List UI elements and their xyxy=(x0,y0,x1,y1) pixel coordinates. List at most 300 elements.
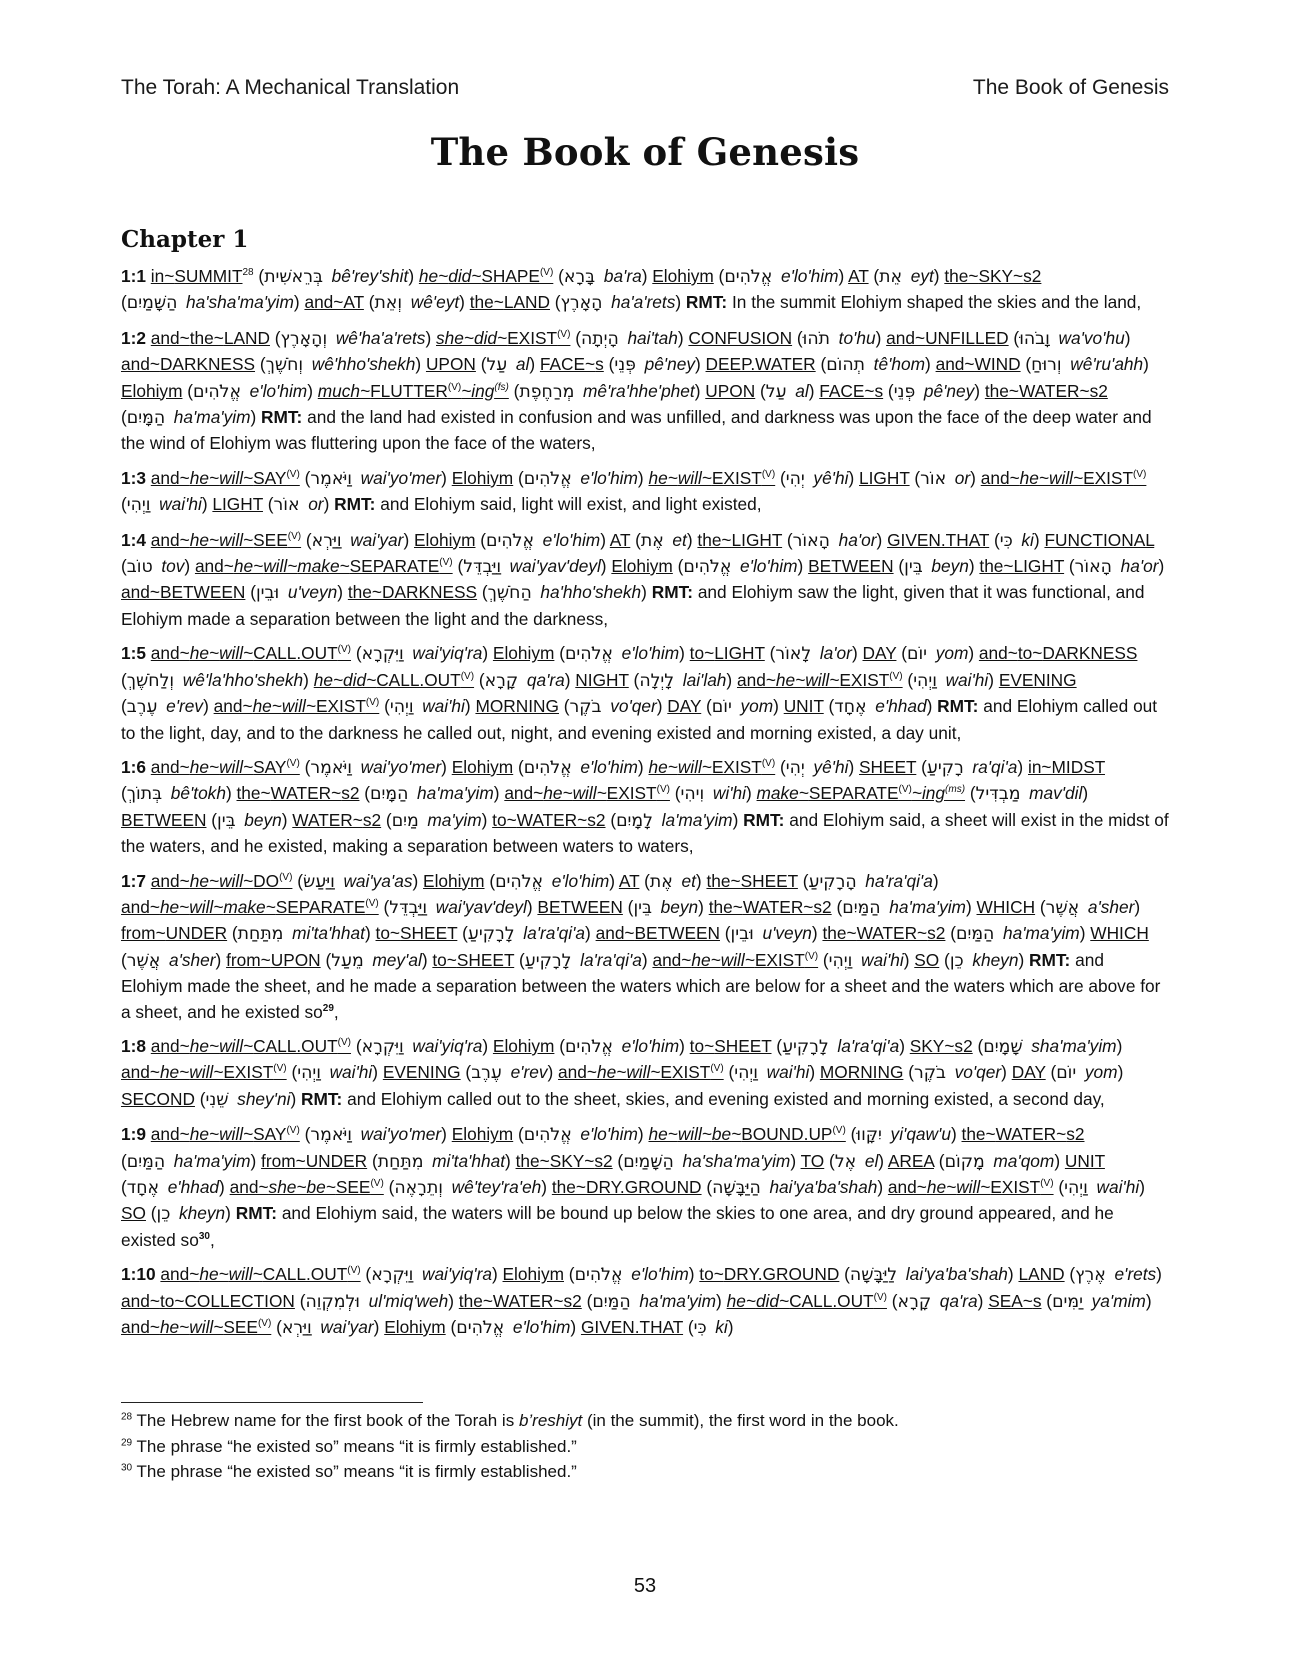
word-segment: DARKNESS xyxy=(381,582,478,603)
word-segment: he~ xyxy=(691,949,721,970)
word-segment: Elohiym xyxy=(451,756,514,777)
hebrew-word: יַמִּים xyxy=(1052,1291,1083,1312)
word-segment: BETWEEN xyxy=(121,809,207,830)
word-segment: will~ xyxy=(720,949,755,970)
english-word xyxy=(452,1124,513,1144)
word-segment: and~ xyxy=(652,949,692,970)
hebrew-word: יוֹם xyxy=(1056,1063,1077,1084)
word-segment: s xyxy=(1032,1290,1042,1311)
hebrew-word: וְתֵרָאֶה xyxy=(394,1178,444,1198)
transliteration: wai'ya'as xyxy=(343,870,413,891)
transliteration: eyt xyxy=(910,266,934,286)
word-segment: he~ xyxy=(418,266,449,286)
word-segment: Elohiym xyxy=(492,1035,555,1056)
word-segment: LIGHT xyxy=(714,643,765,664)
rmt-label: RMT: xyxy=(1029,949,1071,970)
word-segment: Elohiym xyxy=(423,870,485,891)
transliteration: ki xyxy=(715,1317,728,1338)
word-segment: and~ xyxy=(229,1177,269,1197)
transliteration: ya'mim xyxy=(1091,1290,1146,1311)
word-segment: will~ xyxy=(263,556,298,577)
hebrew-word: תְהוֹם xyxy=(826,355,866,376)
hebrew-word: וָבֹהוּ xyxy=(1019,328,1050,349)
word-segment: s2 xyxy=(1023,266,1042,286)
hebrew-word: עַל xyxy=(765,381,787,402)
rmt-label: RMT: xyxy=(261,407,303,428)
word-segment: and~ xyxy=(150,756,190,777)
word-segment: SAY xyxy=(253,1124,287,1145)
word-segment: from~ xyxy=(121,923,166,944)
word-segment: SO xyxy=(914,949,940,970)
english-word xyxy=(414,530,475,550)
transliteration: e'lo'him xyxy=(740,556,798,577)
hebrew-word: וַיַּעַשׂ xyxy=(302,871,335,892)
english-word xyxy=(887,530,989,550)
word-segment: SEE xyxy=(253,529,288,550)
word-segment: COLLECTION xyxy=(184,1290,295,1311)
rmt-label: RMT: xyxy=(235,1203,277,1224)
english-word xyxy=(1090,923,1149,943)
hebrew-word: וְחֹשֶׁךְ xyxy=(265,355,304,376)
word-segment: UNFILLED xyxy=(925,327,1009,348)
hebrew-word: הַמַּיִם xyxy=(592,1291,631,1312)
word-segment: will~ xyxy=(1049,467,1084,488)
transliteration: wê'la'hho'shekh xyxy=(182,669,304,690)
english-word xyxy=(979,643,1138,663)
hebrew-word: קָרָא xyxy=(484,670,519,691)
hebrew-word: מְרַחֶפֶת xyxy=(519,381,575,402)
transliteration: or xyxy=(308,494,324,515)
transliteration: vo'qer xyxy=(610,696,657,717)
chapter-heading: Chapter 1 xyxy=(121,226,249,253)
word-segment: in~ xyxy=(1027,756,1052,777)
verb-marker: (V) xyxy=(439,557,453,569)
word-segment: UPON xyxy=(705,380,756,401)
transliteration: el xyxy=(864,1150,879,1171)
word-segment: WATER~ xyxy=(742,896,814,917)
word-segment: SO xyxy=(121,1203,146,1224)
rmt-label: RMT: xyxy=(334,494,376,515)
word-segment: s xyxy=(874,380,884,401)
transliteration: e'lo'him xyxy=(621,1035,680,1056)
word-segment: did~ xyxy=(473,327,508,348)
word-segment: and~ xyxy=(935,354,975,375)
english-word xyxy=(886,328,1008,348)
word-segment: Elohiym xyxy=(652,266,714,286)
hebrew-word: תֹהוּ xyxy=(802,328,830,349)
transliteration: wê'ha'a'rets xyxy=(335,327,426,348)
verb-marker: (V) xyxy=(273,1063,287,1075)
word-segment: and~ xyxy=(736,669,776,690)
word-segment: will~ xyxy=(219,870,254,891)
transliteration: wai'yav'deyl xyxy=(509,556,601,577)
hebrew-word: וַיְהִי xyxy=(389,697,414,718)
word-segment: and~ xyxy=(886,327,926,348)
english-word xyxy=(383,1062,461,1082)
word-segment: SAY xyxy=(253,467,287,488)
english-word xyxy=(151,757,300,777)
transliteration: yom xyxy=(935,643,969,664)
rmt-label: RMT: xyxy=(651,582,693,603)
hebrew-word: אֶרֶץ xyxy=(1075,1265,1106,1286)
english-word xyxy=(820,1062,904,1082)
verse-ref: 1:8 xyxy=(121,1035,146,1056)
transliteration: wai'hi xyxy=(861,949,904,970)
hebrew-word: אֱלֹהִים xyxy=(523,757,572,778)
word-segment: the~ xyxy=(984,380,1019,401)
word-segment: to~ xyxy=(689,1035,715,1056)
english-word xyxy=(888,1177,1054,1197)
word-segment: WATER~ xyxy=(270,783,342,804)
hebrew-word: אֶחָד xyxy=(834,697,867,718)
transliteration: ra'qi'a xyxy=(972,756,1018,777)
word-segment: SHEET xyxy=(714,1035,772,1056)
english-word xyxy=(910,1036,973,1056)
verb-marker: (V) xyxy=(347,1265,361,1277)
word-segment: SHEET xyxy=(400,923,458,944)
word-segment: WIND xyxy=(974,354,1021,375)
running-header xyxy=(121,76,1169,100)
word-segment: FACE~ xyxy=(819,380,875,401)
transliteration: e'hhad xyxy=(875,696,927,717)
english-word xyxy=(304,292,363,312)
english-word xyxy=(121,923,227,943)
english-word xyxy=(859,468,910,488)
transliteration: e'lo'him xyxy=(249,380,308,401)
transliteration: ma'qom xyxy=(993,1150,1055,1171)
word-segment: CALL.OUT xyxy=(253,643,338,664)
word-segment: and~ xyxy=(150,870,190,891)
word-segment: LAND xyxy=(223,327,270,348)
word-segment: to~ xyxy=(699,1264,724,1285)
header-right: The Book of Genesis xyxy=(972,76,1169,99)
transliteration: tê'hom xyxy=(873,354,926,375)
transliteration: lai'lah xyxy=(682,669,727,690)
english-word xyxy=(988,1291,1041,1311)
verse: 1:6 $and\sim he\sim will\sim SAY^{(V)}$ (וַיֹּאמֶר wai'yo'mer) Elohiym (אֱלֹהִים e'lo'him) $he\sim will\sim EXIST^{(V)}$ (יְהִי yê'hi) SHEET (רָקִיעַ ra'qi'a) in~MIDST (בְּתוֹךְ bê'tokh) the~WATER~s2 (הַמָּיִם ha'ma'yim) $and\sim he\sim will\sim EXIST^{(V)}$ (וִיהִי wi'hi) $make\sim SEPARATE^{(V)}\sim ing^{(ms)}$ (מַבְדִּיל mav'dil) BETWEEN (בֵּין beyn) WATER~s2 (מַיִם ma'yim) to~WATER~s2 (לָמָיִם la'ma'yim) RMT: and Elohiym said, a sheet will exist in the midst of the waters, and he existed, making a separation between waters to waters, xyxy=(121,756,1169,857)
footnote-ref: 28 xyxy=(242,267,254,279)
transliteration: la'or xyxy=(819,643,852,664)
hebrew-word: לָרָקִיעַ xyxy=(467,924,515,945)
verse: 1:7 $and\sim he\sim will\sim DO^{(V)}$ (וַיַּעַשׂ wai'ya'as) Elohiym (אֱלֹהִים e'lo'him) AT (אֶת et) the~SHEET (הָרָקִיעַ ha'ra'qi'a) $and\sim he\sim will\sim make\sim SEPARATE^{(V)}$ (וַיַּבְדֵּל wai'yav'deyl) BETWEEN (בֵּין beyn) the~WATER~s2 (הַמַּיִם ha'ma'yim) WHICH (אֲשֶׁר a'sher) from~UNDER (מִתַּחַת mi'ta'hhat) to~SHEET (לָרָקִיעַ la'ra'qi'a) and~BETWEEN (וּבֵין u'veyn) the~WATER~s2 (הַמַּיִם ha'ma'yim) WHICH (אֲשֶׁר a'sher) from~UPON (מֵעַל mey'al) to~SHEET (לָרָקִיעַ la'ra'qi'a) $and\sim he\sim will\sim EXIST^{(V)}$ (וַיְהִי wai'hi) SO (כֵן kheyn) RMT: and Elohiym made the sheet, and he made a separation between the waters which are below for a sheet and the waters which are above for a sheet, and he existed $so^{29}$, xyxy=(121,870,1161,1022)
english-word xyxy=(1044,530,1154,550)
english-word xyxy=(1065,1151,1105,1171)
transliteration: e'rets xyxy=(1114,1264,1157,1285)
word-segment: will~ xyxy=(219,756,254,777)
english-word xyxy=(648,468,775,488)
transliteration: e'lo'him xyxy=(780,266,839,286)
hebrew-word: עֶרֶב xyxy=(471,1063,502,1084)
word-segment: will~ xyxy=(219,1124,254,1145)
english-word xyxy=(151,328,270,348)
verb-marker: (V) xyxy=(832,1125,846,1137)
footnote xyxy=(121,1459,1169,1485)
hebrew-word: בָּרָא xyxy=(563,267,596,287)
english-word xyxy=(195,556,453,576)
verse: 1:2 and~the~LAND (וְהָאָרֶץ wê'ha'a'rets) $she\sim did\sim EXIST^{(V)}$ (הָיְתָה hai'tah) CONFUSION (תֹהוּ to'hu) and~UNFILLED (וָבֹהוּ wa'vo'hu) and~DARKNESS (וְחֹשֶׁךְ wê'hho'shekh) UPON (עַל al) FACE~s (פְּנֵי pê'ney) DEEP.WATER (תְהוֹם tê'hom) and~WIND (וְרוּחַ wê'ru'ahh) Elohiym (אֱלֹהִים e'lo'him) $much\sim FLUTTER^{(V)}\sim ing^{(fs)}$ (מְרַחֶפֶת mê'ra'hhe'phet) UPON (עַל al) FACE~s (פְּנֵי pê'ney) the~WATER~s2 (הַמָּיִם ha'ma'yim) RMT: and the land had existed in confusion and was unfilled, and darkness was upon the face of the deep water and the wind of Elohiym was fluttering upon the face of the waters, xyxy=(121,327,1152,454)
rmt-label: RMT: xyxy=(301,1088,343,1109)
word-segment: will~ xyxy=(219,529,254,550)
transliteration: et xyxy=(672,529,687,550)
word-segment: EXIST xyxy=(507,327,558,348)
english-word xyxy=(459,1291,582,1311)
word-segment: the~ xyxy=(961,1124,996,1145)
word-segment: to~ xyxy=(432,949,457,970)
hebrew-word: אוֹר xyxy=(920,468,947,489)
word-segment: did~ xyxy=(755,1290,790,1311)
footnote xyxy=(121,1408,1169,1434)
word-segment: SHAPE xyxy=(481,266,540,286)
hebrew-word: וְהָאָרֶץ xyxy=(280,328,328,349)
transliteration: yom xyxy=(1084,1062,1118,1083)
english-word xyxy=(859,757,916,777)
english-word xyxy=(999,670,1077,690)
transliteration: to'hu xyxy=(838,327,876,348)
hebrew-word: בֵּין xyxy=(633,897,653,918)
hebrew-word: אֶת xyxy=(649,871,673,892)
transliteration: e'rev xyxy=(166,696,204,717)
english-word xyxy=(423,871,484,891)
hebrew-word: הַמַּיִם xyxy=(955,924,995,945)
verb-marker: (V) xyxy=(1133,469,1147,481)
english-word xyxy=(121,810,206,830)
transliteration: al xyxy=(795,380,809,401)
hebrew-word: אֱלֹהִים xyxy=(564,1036,613,1057)
english-word xyxy=(667,696,701,716)
transliteration: wai'yiq'ra xyxy=(412,643,483,664)
word-segment: CALL.OUT xyxy=(789,1290,874,1311)
word-segment: FLUTTER xyxy=(370,380,448,401)
english-word xyxy=(1028,757,1105,777)
hebrew-word: אֱלֹהִים xyxy=(456,1318,505,1339)
word-segment: WATER~ xyxy=(856,923,928,944)
word-segment: and~ xyxy=(150,643,190,664)
word-segment: will~ xyxy=(219,1035,254,1056)
transliteration: wê'eyt xyxy=(410,292,460,313)
english-word xyxy=(596,923,720,943)
rmt-text: In the summit Elohiym shaped the skies and the land, xyxy=(732,292,1142,313)
word-segment: the~ xyxy=(551,1177,586,1197)
word-segment: to~ xyxy=(689,643,715,664)
english-word xyxy=(977,897,1036,917)
transliteration: ha'ma'yim xyxy=(889,896,966,917)
word-segment: and~ xyxy=(121,1317,160,1338)
english-word xyxy=(121,1089,195,1109)
hebrew-word: וַיִּקְרָא xyxy=(371,1265,414,1286)
english-word xyxy=(944,266,1041,286)
word-segment: will~ xyxy=(572,783,607,804)
footnote-ref: 30 xyxy=(198,1231,210,1243)
hebrew-word: בֹקֶר xyxy=(569,697,602,718)
english-word xyxy=(348,582,477,602)
transliteration: a'sher xyxy=(1087,896,1135,917)
footnote-divider xyxy=(121,1402,423,1403)
transliteration: ba'ra xyxy=(603,266,642,286)
word-segment: the~ xyxy=(458,1290,493,1311)
word-segment: EVENING xyxy=(998,669,1077,690)
hebrew-word: מַבְדִּיל xyxy=(975,784,1021,805)
word-segment: DEEP.WATER xyxy=(705,354,816,375)
verb-marker: (V) xyxy=(557,329,571,341)
english-word xyxy=(419,266,553,286)
hebrew-word: אֱלֹהִים xyxy=(564,644,613,665)
verse-ref: 1:1 xyxy=(121,266,146,286)
word-segment: s2 xyxy=(1089,380,1108,401)
word-segment: she~ xyxy=(268,1177,307,1197)
hebrew-word: הַמַּיִם xyxy=(126,1151,166,1172)
word-segment: will~ xyxy=(677,756,712,777)
transliteration: qa'ra xyxy=(526,669,565,690)
transliteration: e'lo'him xyxy=(631,1264,689,1285)
word-segment: he~ xyxy=(189,529,220,550)
word-segment: AREA xyxy=(887,1150,934,1171)
word-segment: the~ xyxy=(708,896,743,917)
word-segment: AT xyxy=(343,292,364,313)
word-segment: SECOND xyxy=(121,1088,195,1109)
hebrew-word: יְהִי xyxy=(785,757,805,778)
hebrew-word: אֲשֶׁר xyxy=(126,950,161,971)
transliteration: e'rev xyxy=(510,1062,548,1083)
word-segment: he~ xyxy=(252,696,282,717)
hebrew-word: אֱלֹהִים xyxy=(193,381,242,402)
hebrew-word: וַיְהִי xyxy=(913,670,937,691)
transliteration: shey'ni xyxy=(237,1088,291,1109)
english-word xyxy=(151,530,301,550)
hebrew-word: בֵּין xyxy=(904,557,923,578)
english-word xyxy=(801,1151,825,1171)
word-segment: Elohiym xyxy=(384,1317,446,1338)
transliteration: yi'qaw'u xyxy=(890,1124,951,1145)
word-segment: will~ xyxy=(189,896,224,917)
english-word xyxy=(936,354,1021,374)
word-segment: he~ xyxy=(189,1124,220,1145)
hebrew-word: הַיַּבָּשָׁה xyxy=(712,1178,761,1198)
word-segment: FACE~ xyxy=(539,354,596,375)
word-segment: CALL.OUT xyxy=(253,1035,338,1056)
hebrew-word: הַשָּׁמַיִם xyxy=(623,1151,674,1172)
word-segment: s2 xyxy=(341,783,360,804)
word-segment: UNDER xyxy=(165,923,228,944)
word-segment: will~ xyxy=(219,643,254,664)
transliteration: wai'hi xyxy=(159,494,202,515)
english-word xyxy=(706,354,816,374)
hebrew-word: מַיִם xyxy=(391,810,419,831)
english-word xyxy=(214,696,380,716)
transliteration: hai'ya'ba'shah xyxy=(769,1177,878,1197)
transliteration: ha'ma'yim xyxy=(639,1290,717,1311)
word-segment: UPON xyxy=(270,949,321,970)
word-segment: and~ xyxy=(150,529,190,550)
verse-ref: 1:2 xyxy=(121,327,146,348)
english-word xyxy=(426,354,476,374)
transliteration: lai'ya'ba'shah xyxy=(905,1264,1008,1285)
hebrew-word: לָיְלָה xyxy=(639,670,675,691)
english-word xyxy=(151,643,351,663)
hebrew-word: הָאוֹר xyxy=(792,530,830,551)
word-segment: to~ xyxy=(375,923,401,944)
word-segment: s2 xyxy=(563,1290,582,1311)
hebrew-word: אֶל xyxy=(834,1151,857,1172)
word-segment: EXIST xyxy=(1083,467,1134,488)
english-word xyxy=(121,582,245,602)
transliteration: wai'hi xyxy=(1096,1177,1140,1197)
word-segment: from~ xyxy=(226,949,271,970)
hebrew-word: לָאוֹר xyxy=(775,644,812,665)
hebrew-word: מֵעַל xyxy=(331,950,364,971)
english-word xyxy=(504,783,670,803)
transliteration: wai'hi xyxy=(329,1062,373,1083)
transliteration: beyn xyxy=(931,556,969,577)
english-word xyxy=(690,643,765,663)
word-segment: EXIST xyxy=(223,1062,274,1083)
word-segment: make~ xyxy=(756,783,809,804)
transliteration: ha'or xyxy=(838,529,877,550)
hebrew-word: הָרָקִיעַ xyxy=(808,871,857,892)
verse: 1:5 $and\sim he\sim will\sim CALL.OUT^{(V)}$ (וַיִּקְרָא wai'yiq'ra) Elohiym (אֱלֹהִים e'lo'him) to~LIGHT (לָאוֹר la'or) DAY (יוֹם yom) and~to~DARKNESS (וְלַחֹשֶׁךְ wê'la'hho'shekh) $he\sim did\sim CALL.OUT^{(V)}$ (קָרָא qa'ra) NIGHT (לָיְלָה lai'lah) $and\sim he\sim will\sim EXIST^{(V)}$ (וַיְהִי wai'hi) EVENING (עֶרֶב e'rev) $and\sim he\sim will\sim EXIST^{(V)}$ (וַיְהִי wai'hi) MORNING (בֹקֶר vo'qer) DAY (יוֹם yom) UNIT (אֶחָד e'hhad) RMT: and Elohiym called out to the light, day, and to the darkness he called out, night, and evening existed and morning existed, a day unit, xyxy=(121,643,1158,743)
hebrew-word: יִקָּווּ xyxy=(856,1125,882,1146)
word-segment: he~ xyxy=(648,1124,678,1145)
transliteration: pê'ney xyxy=(644,354,695,375)
word-segment: GIVEN.THAT xyxy=(580,1317,684,1338)
verse: 1:8 $and\sim he\sim will\sim CALL.OUT^{(V)}$ (וַיִּקְרָא wai'yiq'ra) Elohiym (אֱלֹהִים e'lo'him) to~SHEET (לָרָקִיעַ la'ra'qi'a) SKY~s2 (שָׁמָיִם sha'ma'yim) $and\sim he\sim will\sim EXIST^{(V)}$ (וַיְהִי wai'hi) EVENING (עֶרֶב e'rev) $and\sim he\sim will\sim EXIST^{(V)}$ (וַיְהִי wai'hi) MORNING (בֹקֶר vo'qer) DAY (יוֹם yom) SECOND (שֵׁנִי shey'ni) RMT: and Elohiym called out to the sheet, skies, and evening existed and morning existed, a second day, xyxy=(121,1035,1124,1110)
word-segment: WATER~ xyxy=(1018,380,1090,401)
english-word xyxy=(648,757,775,777)
word-segment: to~ xyxy=(1017,643,1043,664)
hebrew-word: הָיְתָה xyxy=(580,328,619,349)
english-word xyxy=(151,871,293,891)
english-word xyxy=(318,381,509,401)
verb-marker: (V) xyxy=(370,1178,384,1190)
hebrew-word: מִתַּחַת xyxy=(237,924,284,945)
footnote xyxy=(121,1434,1169,1460)
word-segment: SEE xyxy=(335,1177,371,1197)
english-word xyxy=(575,670,628,690)
hebrew-word: וּלְמִקְוֵה xyxy=(305,1291,360,1312)
english-word xyxy=(619,871,640,891)
word-segment: he~ xyxy=(189,756,220,777)
english-word xyxy=(652,950,818,970)
hebrew-word: רָקִיעַ xyxy=(926,757,964,778)
transliteration: tov xyxy=(161,556,185,577)
hebrew-word: אֱלֹהִים xyxy=(683,557,732,578)
word-segment: CALL.OUT xyxy=(376,669,461,690)
word-segment: and~ xyxy=(121,1290,160,1311)
transliteration: la'ra'qi'a xyxy=(837,1035,900,1056)
footnote-text: The Hebrew name for the first book of the Torah is xyxy=(136,1411,519,1430)
word-segment: and~ xyxy=(504,783,544,804)
hebrew-word: וַיַּרְא xyxy=(311,530,342,551)
word-segment: and~ xyxy=(213,696,253,717)
verse-ref: 1:7 xyxy=(121,870,146,891)
word-segment: SEPARATE xyxy=(808,783,899,804)
transliteration: wai'yo'mer xyxy=(360,756,442,777)
word-segment: s2 xyxy=(1066,1124,1085,1145)
suffix-marker: (fs) xyxy=(494,381,509,393)
word-segment: will~ xyxy=(281,696,316,717)
transliteration: mav'dil xyxy=(1029,783,1083,804)
hebrew-word: פְּנֵי xyxy=(893,381,916,402)
word-segment: MIDST xyxy=(1051,756,1105,777)
word-segment: he~ xyxy=(596,1062,627,1083)
word-segment: TO xyxy=(800,1150,825,1171)
word-segment: FUNCTIONAL xyxy=(1044,529,1155,550)
hebrew-word: יוֹם xyxy=(711,697,732,718)
word-segment: the~ xyxy=(822,923,857,944)
hebrew-word: הָאָרֶץ xyxy=(560,293,603,314)
transliteration: yê'hi xyxy=(813,467,849,488)
hebrew-word: אֶחָד xyxy=(126,1178,160,1198)
hebrew-word: עֶרֶב xyxy=(126,697,158,718)
